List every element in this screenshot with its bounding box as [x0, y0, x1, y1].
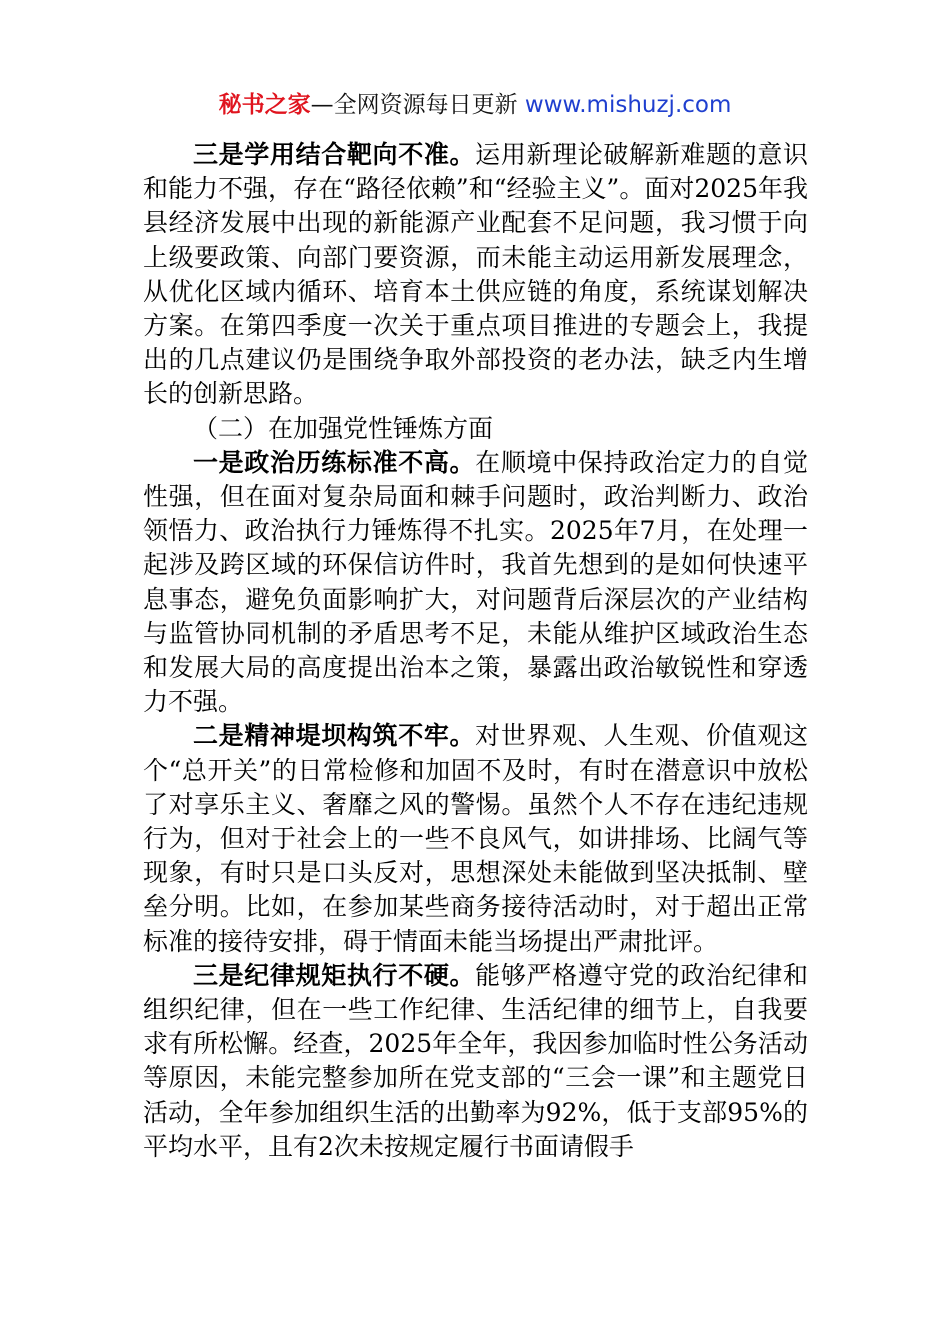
paragraph-lead: 二是精神堤坝构筑不牢。: [193, 721, 476, 751]
section-heading: （二）在加强党性锤炼方面: [193, 413, 494, 443]
paragraph-study-application: [143, 138, 808, 412]
site-url-link[interactable]: www.mishuzj.com: [524, 92, 732, 118]
header-slogan: —全网资源每日更新: [310, 92, 525, 118]
page-header: [0, 88, 950, 122]
paragraph-text: 对世界观、人生观、价值观这个“总开关”的日常检修和加固不及时，有时在潜意识中放松了对享乐主义、奢靡之风的警惕。虽然个人不存在违纪违规行为，但对于社会上的一些不良风气，如讲排场、比阔气等现象，有时只是口头反对，思想深处未能做到坚决抵制、壁垒分明。比如，在参加某些商务接待活动时，对于超出正常标准的接待安排，碍于情面未能当场提出严肃批评。: [143, 721, 808, 956]
paragraph-text: 能够严格遵守党的政治纪律和组织纪律，但在一些工作纪律、生活纪律的细节上，自我要求有所松懈。经查，2025年全年，我因参加临时性公务活动等原因，未能完整参加所在党支部的“三会一课”和主题党日活动，全年参加组织生活的出勤率为92%，低于支部95%的平均水平，且有2次未按规定履行书面请假手: [143, 960, 808, 1161]
brand-name: 秘书之家: [218, 92, 311, 118]
paragraph-political-training: [143, 446, 808, 720]
paragraph-lead: 一是政治历练标准不高。: [193, 447, 476, 477]
document-body: [143, 138, 808, 1164]
paragraph-spiritual-dam: [143, 719, 808, 958]
paragraph-lead: 三是纪律规矩执行不硬。: [193, 960, 476, 990]
paragraph-text: 运用新理论破解新难题的意识和能力不强，存在“路径依赖”和“经验主义”。面对2025年我县经济发展中出现的新能源产业配套不足问题，我习惯于向上级要政策、向部门要资源，而未能主动运用新发展理念，从优化区域内循环、培育本土供应链的角度，系统谋划解决方案。在第四季度一次关于重点项目推进的专题会上，我提出的几点建议仍是围绕争取外部投资的老办法，缺乏内生增长的创新思路。: [143, 140, 808, 409]
paragraph-text: 在顺境中保持政治定力的自觉性强，但在面对复杂局面和棘手问题时，政治判断力、政治领悟力、政治执行力锤炼得不扎实。2025年7月，在处理一起涉及跨区域的环保信访件时，我首先想到的是如何快速平息事态，避免负面影响扩大，对问题背后深层次的产业结构与监管协同机制的矛盾思考不足，未能从维护区域政治生态和发展大局的高度提出治本之策，暴露出政治敏锐性和穿透力不强。: [143, 447, 808, 717]
paragraph-discipline: [143, 959, 808, 1164]
paragraph-lead: 三是学用结合靶向不准。: [193, 140, 476, 169]
